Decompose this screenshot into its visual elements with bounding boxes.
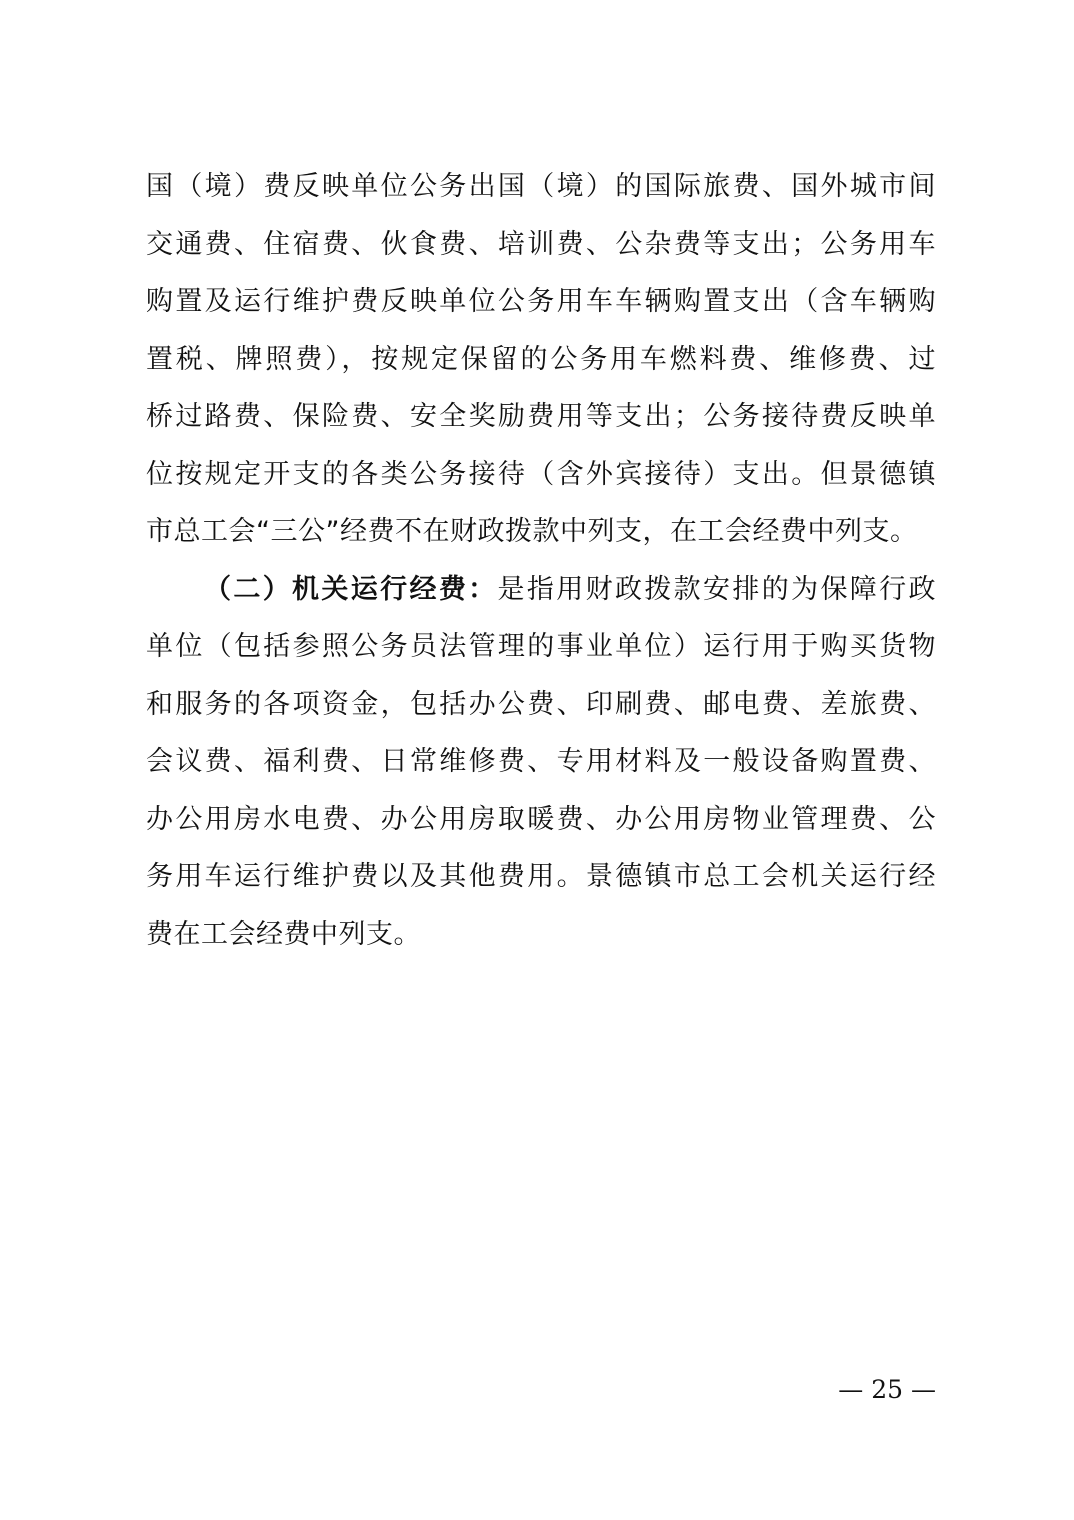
paragraph-1-line: 桥过路费、保险费、安全奖励费用等支出；公务接待费反映单 [146, 401, 936, 432]
paragraph-1-line: 市总工会“三公”经费不在财政拨款中列支，在工会经费中列支。 [146, 516, 918, 547]
page-number: — 25 — [838, 1375, 936, 1404]
paragraph-2-line: 费在工会经费中列支。 [146, 918, 421, 950]
paragraph-2-line: 办公用房水电费、办公用房取暖费、办公用房物业管理费、公 [146, 803, 936, 835]
paragraph-1-line: 位按规定开支的各类公务接待（含外宾接待）支出。但景德镇 [146, 458, 936, 490]
paragraph-2-line: 务用车运行维护费以及其他费用。景德镇市总工会机关运行经 [146, 861, 936, 892]
paragraph-1-line: 购置及运行维护费反映单位公务用车车辆购置支出（含车辆购 [146, 286, 936, 317]
body-text [146, 158, 936, 963]
paragraph-2-line: 和服务的各项资金，包括办公费、印刷费、邮电费、差旅费、 [146, 688, 936, 720]
paragraph-2-line: 单位（包括参照公务员法管理的事业单位）运行用于购买货物 [146, 631, 936, 662]
paragraph-1-line: 置税、牌照费），按规定保留的公务用车燃料费、维修费、过 [146, 343, 936, 375]
paragraph-2-first-line [146, 561, 936, 619]
paragraph-1-line: 国（境）费反映单位公务出国（境）的国际旅费、国外城市间 [146, 171, 936, 202]
paragraph-1-line: 交通费、住宿费、伙食费、培训费、公杂费等支出；公务用车 [146, 228, 936, 260]
paragraph-2-first-line-text: 是指用财政拨款安排的为保障行政 [497, 573, 937, 605]
paragraph-2-line: 会议费、福利费、日常维修费、专用材料及一般设备购置费、 [146, 746, 936, 777]
section-heading: （二）机关运行经费： [204, 573, 498, 605]
